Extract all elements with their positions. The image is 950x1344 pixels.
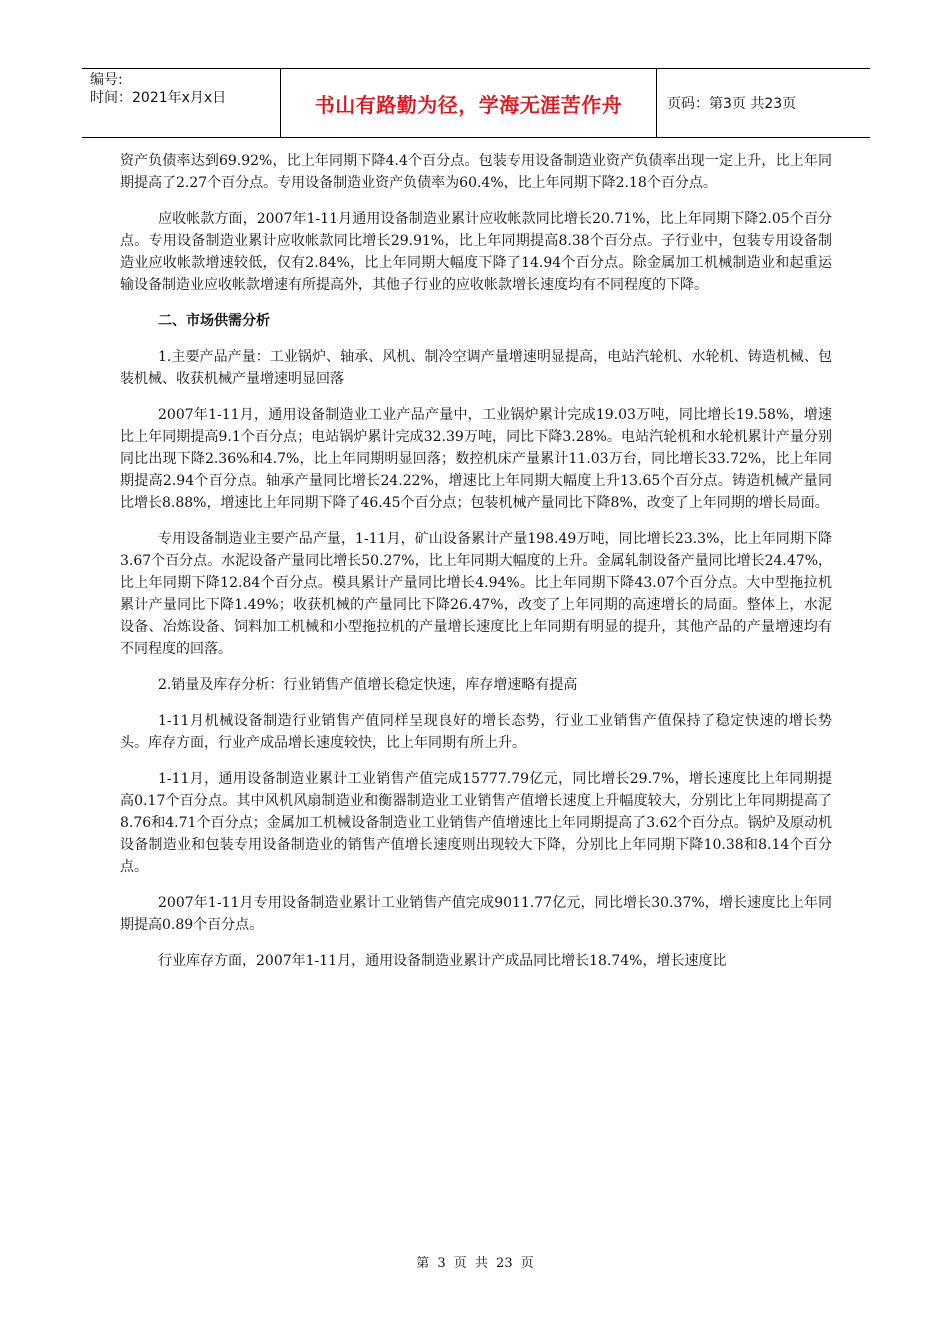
paragraph-debt-ratio: 资产负债率达到69.92%，比上年同期下降4.4个百分点。包装专用设备制造业资产负债率出现一定上升，比上年同期提高了2.27个百分点。专用设备制造业资产负债率为60.4%，比上年同期下降2.18个百分点。	[120, 153, 832, 191]
paragraph-general-output: 2007年1-11月，通用设备制造业工业产品产量中，工业锅炉累计完成19.03万吨，同比增长19.58%，增速比上年同期提高9.1个百分点；电站锅炉累计完成32.39万吨，同比下降3.28%。电站汽轮机和水轮机累计产量分别同比出现下降2.36%和4.7%，比上年同期明显回落；数控机床产量累计11.03万台，同比增长33.72%，比上年同期提高2.94个百分点。轴承产量同比增长24.22%，增速比上年同期大幅度上升13.65个百分点。铸造机械产量同比增长8.88%，增速比上年同期下降了46.45个百分点；包装机械产量同比下降8%，改变了上年同期的增长局面。	[120, 407, 832, 511]
time-label: 时间：2021年x月x日	[90, 90, 227, 106]
paragraph-inventory: 行业库存方面，2007年1-11月，通用设备制造业累计产成品同比增长18.74%，增长速度比	[158, 953, 727, 969]
paragraph-receivables: 应收帐款方面，2007年1-11月通用设备制造业累计应收帐款同比增长20.71%，比上年同期下降2.05个百分点。专用设备制造业累计应收帐款同比增长29.91%，比上年同期提高8.38个百分点。子行业中，包装专用设备制造业应收帐款增速较低，仅有2.84%，比上年同期大幅度下降了14.94个百分点。除金属加工机械制造业和起重运输设备制造业应收帐款增速有所提高外，其他子行业的应收帐款增长速度均有不同程度的下降。	[120, 211, 832, 293]
paragraph-special-sales: 2007年1-11月专用设备制造业累计工业销售产值完成9011.77亿元，同比增长30.37%，增长速度比上年同期提高0.89个百分点。	[120, 895, 832, 933]
subheading-output: 1.主要产品产量：工业锅炉、轴承、风机、制冷空调产量增速明显提高，电站汽轮机、水轮机、铸造机械、包装机械、收获机械产量增速明显回落	[120, 349, 832, 387]
paragraph-special-output: 专用设备制造业主要产品产量，1-11月，矿山设备累计产量198.49万吨，同比增长23.3%，比上年同期下降3.67个百分点。水泥设备产量同比增长50.27%，比上年同期大幅度的上升。金属轧制设备产量同比增长24.47%，比上年同期下降12.84个百分点。模具累计产量同比增长4.94%。比上年同期下降43.07个百分点。大中型拖拉机累计产量同比下降1.49%；收获机械的产量同比下降26.47%，改变了上年同期的高速增长的局面。整体上，水泥设备、冶炼设备、饲料加工机械和小型拖拉机的产量增长速度比上年同期有明显的提升，其他产品的产量增速均有不同程度的回落。	[120, 531, 832, 657]
paragraph-sales-overview: 1-11月机械设备制造行业销售产值同样呈现良好的增长态势，行业工业销售产值保持了稳定快速的增长势头。库存方面，行业产成品增长速度较快，比上年同期有所上升。	[120, 713, 832, 751]
section-heading-market: 二、市场供需分析	[158, 313, 270, 329]
motto-text: 书山有路勤为径，学海无涯苦作舟	[314, 92, 623, 117]
footer-page-number: 第 3 页 共 23 页	[416, 1256, 534, 1271]
header-meta-cell	[82, 69, 281, 137]
document-body	[120, 150, 832, 986]
page-info-cell	[657, 69, 870, 137]
page-label: 页码：第3页 共23页	[667, 96, 797, 112]
paragraph-general-sales: 1-11月，通用设备制造业累计工业销售产值完成15777.79亿元，同比增长29.7%，增长速度比上年同期提高0.17个百分点。其中风机风扇制造业和衡器制造业工业销售产值增长速度上升幅度较大，分别比上年同期提高了8.76和4.71个百分点；金属加工机械设备制造业工业销售产值增速比上年同期提高了3.62个百分点。锅炉及原动机设备制造业和包装专用设备制造业的销售产值增长速度则出现较大下降，分别比上年同期下降10.38和8.14个百分点。	[120, 771, 832, 875]
document-header	[82, 68, 870, 138]
page-footer	[0, 1252, 950, 1271]
number-label: 编号:	[90, 72, 123, 88]
motto-cell	[281, 69, 657, 137]
subheading-sales-inventory: 2.销量及库存分析：行业销售产值增长稳定快速，库存增速略有提高	[158, 677, 578, 693]
